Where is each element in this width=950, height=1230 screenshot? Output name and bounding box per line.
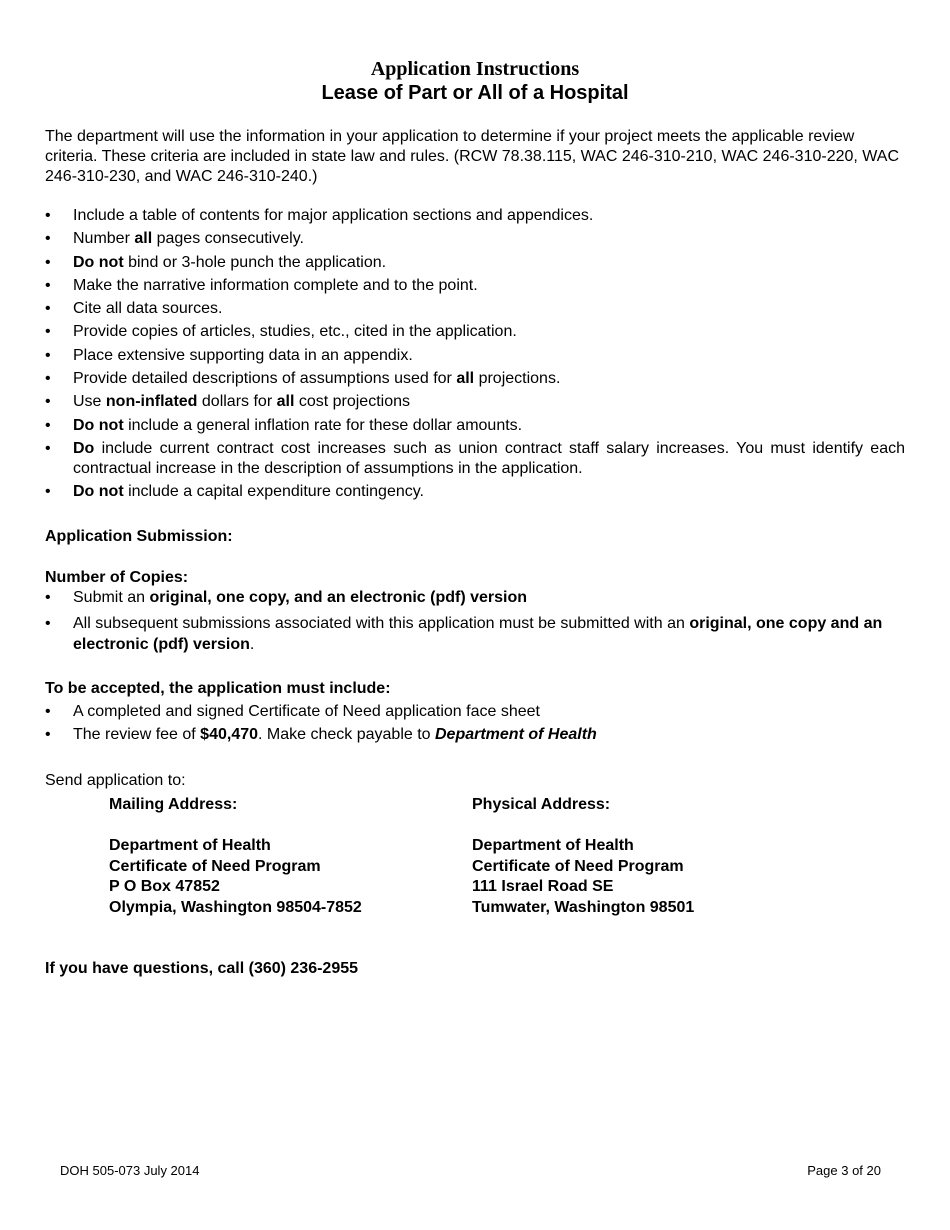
copies-heading: Number of Copies: [45,569,189,586]
address-line: 111 Israel Road SE [472,878,614,895]
list-item: • Do not bind or 3-hole punch the application. [45,253,905,273]
intro-paragraph: The department will use the information in your application to determine if your project meets the applicable review criteria. These criteria are included in state law and rules. (RCW 78.38.115, WAC 246-310-210, WAC 246-310-220, WAC 246-310-230, and WAC 246-310-240.) [45,128,900,185]
list-item: • All subsequent submissions associated with this application must be submitted with an original, one copy and an electronic (pdf) version. [45,613,905,655]
address-line: Tumwater, Washington 98501 [472,898,695,916]
address-line: Olympia, Washington 98504-7852 [109,898,362,916]
send-label: Send application to: [45,772,186,789]
list-item: • Provide copies of articles, studies, etc., cited in the application. [45,322,905,342]
address-line: P O Box 47852 [109,878,220,895]
list-item: • Provide detailed descriptions of assumptions used for all projections. [45,369,905,389]
address-line: Department of Health [472,837,634,854]
mailing-address [109,795,362,918]
address-line: Certificate of Need Program [109,857,321,875]
mailing-address-heading: Mailing Address: [109,796,238,813]
page-number: Page 3 of 20 [807,1163,881,1178]
list-item: • The review fee of $40,470. Make check payable to Department of Health [45,725,905,745]
page-subtitle: Lease of Part or All of a Hospital [321,82,629,104]
list-item: • Place extensive supporting data in an appendix. [45,346,905,366]
address-line: Department of Health [109,837,271,854]
list-item: • A completed and signed Certificate of Need application face sheet [45,702,905,722]
instruction-list [45,206,905,506]
list-item: • Use non-inflated dollars for all cost projections [45,392,905,412]
list-item: • Do not include a capital expenditure contingency. [45,482,905,502]
acceptance-list [45,702,905,745]
acceptance-heading: To be accepted, the application must include: [45,680,391,697]
submission-heading: Application Submission: [45,528,233,545]
physical-address [472,795,694,918]
address-line: Certificate of Need Program [472,857,684,875]
page-title: Application Instructions [370,58,580,80]
list-item: • Include a table of contents for major application sections and appendices. [45,206,905,226]
list-item: • Number all pages consecutively. [45,229,905,249]
physical-address-heading: Physical Address: [472,796,611,813]
form-id: DOH 505-073 July 2014 [60,1163,200,1178]
list-item: • Cite all data sources. [45,299,905,319]
list-item: • Do not include a general inflation rate for these dollar amounts. [45,416,905,436]
copies-list [45,588,905,655]
list-item: • Submit an original, one copy, and an electronic (pdf) version [45,588,905,608]
list-item: • Make the narrative information complete and to the point. [45,276,905,296]
contact-line: If you have questions, call (360) 236-2955 [45,960,359,977]
list-item: • Do include current contract cost increases such as union contract staff salary increases. You must identify each contractual increase in the description of assumptions in the application. [45,439,905,479]
